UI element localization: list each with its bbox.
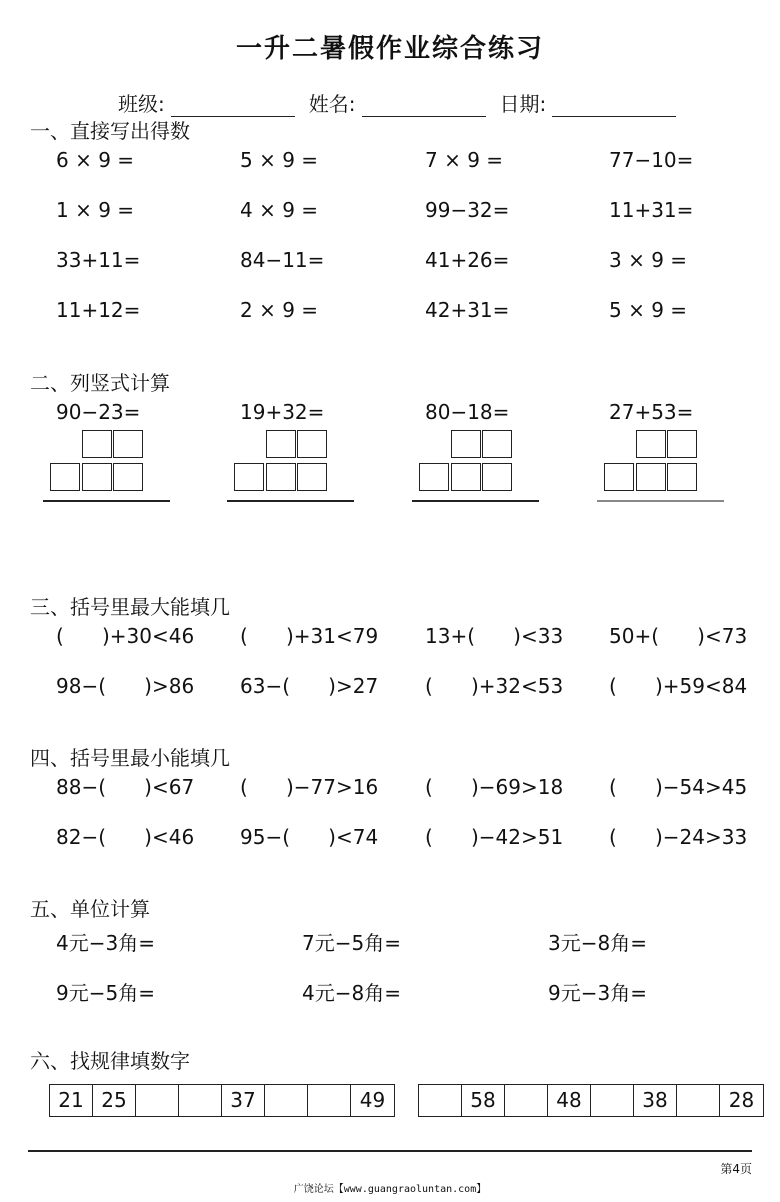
s3-problem: 63−( )>27 bbox=[240, 674, 379, 698]
student-info bbox=[118, 88, 690, 117]
s4-problem: 95−( )<74 bbox=[240, 825, 379, 849]
sequence-cell: 28 bbox=[728, 1088, 755, 1112]
s1-problem: 11+31= bbox=[609, 198, 694, 222]
section-1-heading: 一、直接写出得数 bbox=[30, 119, 190, 143]
site-credit: 广饶论坛【www.guangraoluntan.com】 bbox=[293, 1184, 487, 1195]
s2-problem: 19+32= bbox=[240, 400, 325, 424]
s1-problem: 7 × 9 = bbox=[425, 148, 504, 172]
footer-divider bbox=[28, 1150, 752, 1152]
digit-box[interactable] bbox=[297, 430, 327, 458]
digit-box[interactable] bbox=[451, 430, 481, 458]
s4-problem: 82−( )<46 bbox=[56, 825, 195, 849]
sequence-blank[interactable] bbox=[136, 1085, 179, 1116]
s3-problem: 13+( )<33 bbox=[425, 624, 564, 648]
s3-problem: ( )+59<84 bbox=[609, 674, 748, 698]
s5-problem: 7元−5角= bbox=[302, 931, 401, 955]
s2-problem: 80−18= bbox=[425, 400, 510, 424]
s4-problem: 88−( )<67 bbox=[56, 775, 195, 799]
s1-problem: 5 × 9 = bbox=[609, 298, 688, 322]
s1-problem: 3 × 9 = bbox=[609, 248, 688, 272]
s1-problem: 6 × 9 = bbox=[56, 148, 135, 172]
class-blank[interactable] bbox=[171, 96, 295, 117]
answer-line bbox=[597, 500, 724, 502]
s4-problem: ( )−69>18 bbox=[425, 775, 564, 799]
section-5-heading: 五、单位计算 bbox=[30, 897, 150, 921]
date-label: 日期: bbox=[499, 92, 547, 116]
digit-box[interactable] bbox=[113, 463, 143, 491]
digit-box[interactable] bbox=[667, 430, 697, 458]
s1-problem: 77−10= bbox=[609, 148, 694, 172]
class-label: 班级: bbox=[118, 92, 165, 116]
digit-box[interactable] bbox=[482, 463, 512, 491]
s4-problem: ( )−77>16 bbox=[240, 775, 379, 799]
digit-box[interactable] bbox=[50, 463, 80, 491]
digit-box[interactable] bbox=[297, 463, 327, 491]
digit-box[interactable] bbox=[113, 430, 143, 458]
sequence-cell: 21 bbox=[50, 1085, 93, 1116]
answer-line bbox=[227, 500, 354, 502]
section-2-heading: 二、列竖式计算 bbox=[30, 371, 170, 395]
digit-box[interactable] bbox=[234, 463, 264, 491]
s5-problem: 9元−5角= bbox=[56, 981, 155, 1005]
number-sequence-1 bbox=[49, 1084, 395, 1117]
page-number: 第4页 bbox=[720, 1162, 752, 1176]
sequence-blank[interactable] bbox=[265, 1085, 308, 1116]
sequence-cell: 37 bbox=[222, 1085, 265, 1116]
sequence-cell: 48 bbox=[548, 1085, 591, 1116]
s2-problem: 90−23= bbox=[56, 400, 141, 424]
s1-problem: 42+31= bbox=[425, 298, 510, 322]
s1-problem: 84−11= bbox=[240, 248, 325, 272]
s4-problem: ( )−42>51 bbox=[425, 825, 564, 849]
s1-problem: 99−32= bbox=[425, 198, 510, 222]
s1-problem: 4 × 9 = bbox=[240, 198, 319, 222]
date-blank[interactable] bbox=[552, 96, 676, 117]
s3-problem: ( )+30<46 bbox=[56, 624, 195, 648]
section-3-heading: 三、括号里最大能填几 bbox=[30, 595, 230, 619]
digit-box[interactable] bbox=[667, 463, 697, 491]
digit-box[interactable] bbox=[266, 430, 296, 458]
s3-problem: ( )+31<79 bbox=[240, 624, 379, 648]
sequence-blank[interactable] bbox=[179, 1085, 222, 1116]
s3-problem: ( )+32<53 bbox=[425, 674, 564, 698]
answer-line bbox=[43, 500, 170, 502]
digit-box[interactable] bbox=[82, 463, 112, 491]
sequence-cell: 58 bbox=[462, 1085, 505, 1116]
digit-box[interactable] bbox=[482, 430, 512, 458]
digit-box[interactable] bbox=[604, 463, 634, 491]
page-title: 一升二暑假作业综合练习 bbox=[235, 34, 544, 64]
name-label: 姓名: bbox=[308, 92, 356, 116]
digit-box[interactable] bbox=[266, 463, 296, 491]
sequence-cell: 38 bbox=[634, 1085, 677, 1116]
answer-line bbox=[412, 500, 539, 502]
s3-problem: 98−( )>86 bbox=[56, 674, 195, 698]
sequence-blank[interactable] bbox=[419, 1085, 462, 1116]
s4-problem: ( )−54>45 bbox=[609, 775, 748, 799]
s5-problem: 4元−3角= bbox=[56, 931, 155, 955]
section-4-heading: 四、括号里最小能填几 bbox=[30, 746, 230, 770]
sequence-blank[interactable] bbox=[591, 1085, 634, 1116]
s1-problem: 2 × 9 = bbox=[240, 298, 319, 322]
digit-box[interactable] bbox=[636, 463, 666, 491]
sequence-blank[interactable] bbox=[505, 1085, 548, 1116]
number-sequence-2 bbox=[418, 1084, 764, 1117]
section-6-heading: 六、找规律填数字 bbox=[30, 1049, 190, 1073]
digit-box[interactable] bbox=[451, 463, 481, 491]
s4-problem: ( )−24>33 bbox=[609, 825, 748, 849]
s5-problem: 9元−3角= bbox=[548, 981, 647, 1005]
sequence-blank[interactable] bbox=[677, 1085, 720, 1116]
digit-box[interactable] bbox=[82, 430, 112, 458]
s1-problem: 1 × 9 = bbox=[56, 198, 135, 222]
s1-problem: 41+26= bbox=[425, 248, 510, 272]
name-blank[interactable] bbox=[362, 96, 486, 117]
s2-problem: 27+53= bbox=[609, 400, 694, 424]
s5-problem: 3元−8角= bbox=[548, 931, 647, 955]
sequence-cell: 25 bbox=[93, 1085, 136, 1116]
s1-problem: 5 × 9 = bbox=[240, 148, 319, 172]
sequence-blank[interactable] bbox=[308, 1085, 351, 1116]
s1-problem: 11+12= bbox=[56, 298, 141, 322]
digit-box[interactable] bbox=[636, 430, 666, 458]
sequence-cell: 49 bbox=[359, 1088, 386, 1112]
digit-box[interactable] bbox=[419, 463, 449, 491]
s1-problem: 33+11= bbox=[56, 248, 141, 272]
s3-problem: 50+( )<73 bbox=[609, 624, 748, 648]
s5-problem: 4元−8角= bbox=[302, 981, 401, 1005]
